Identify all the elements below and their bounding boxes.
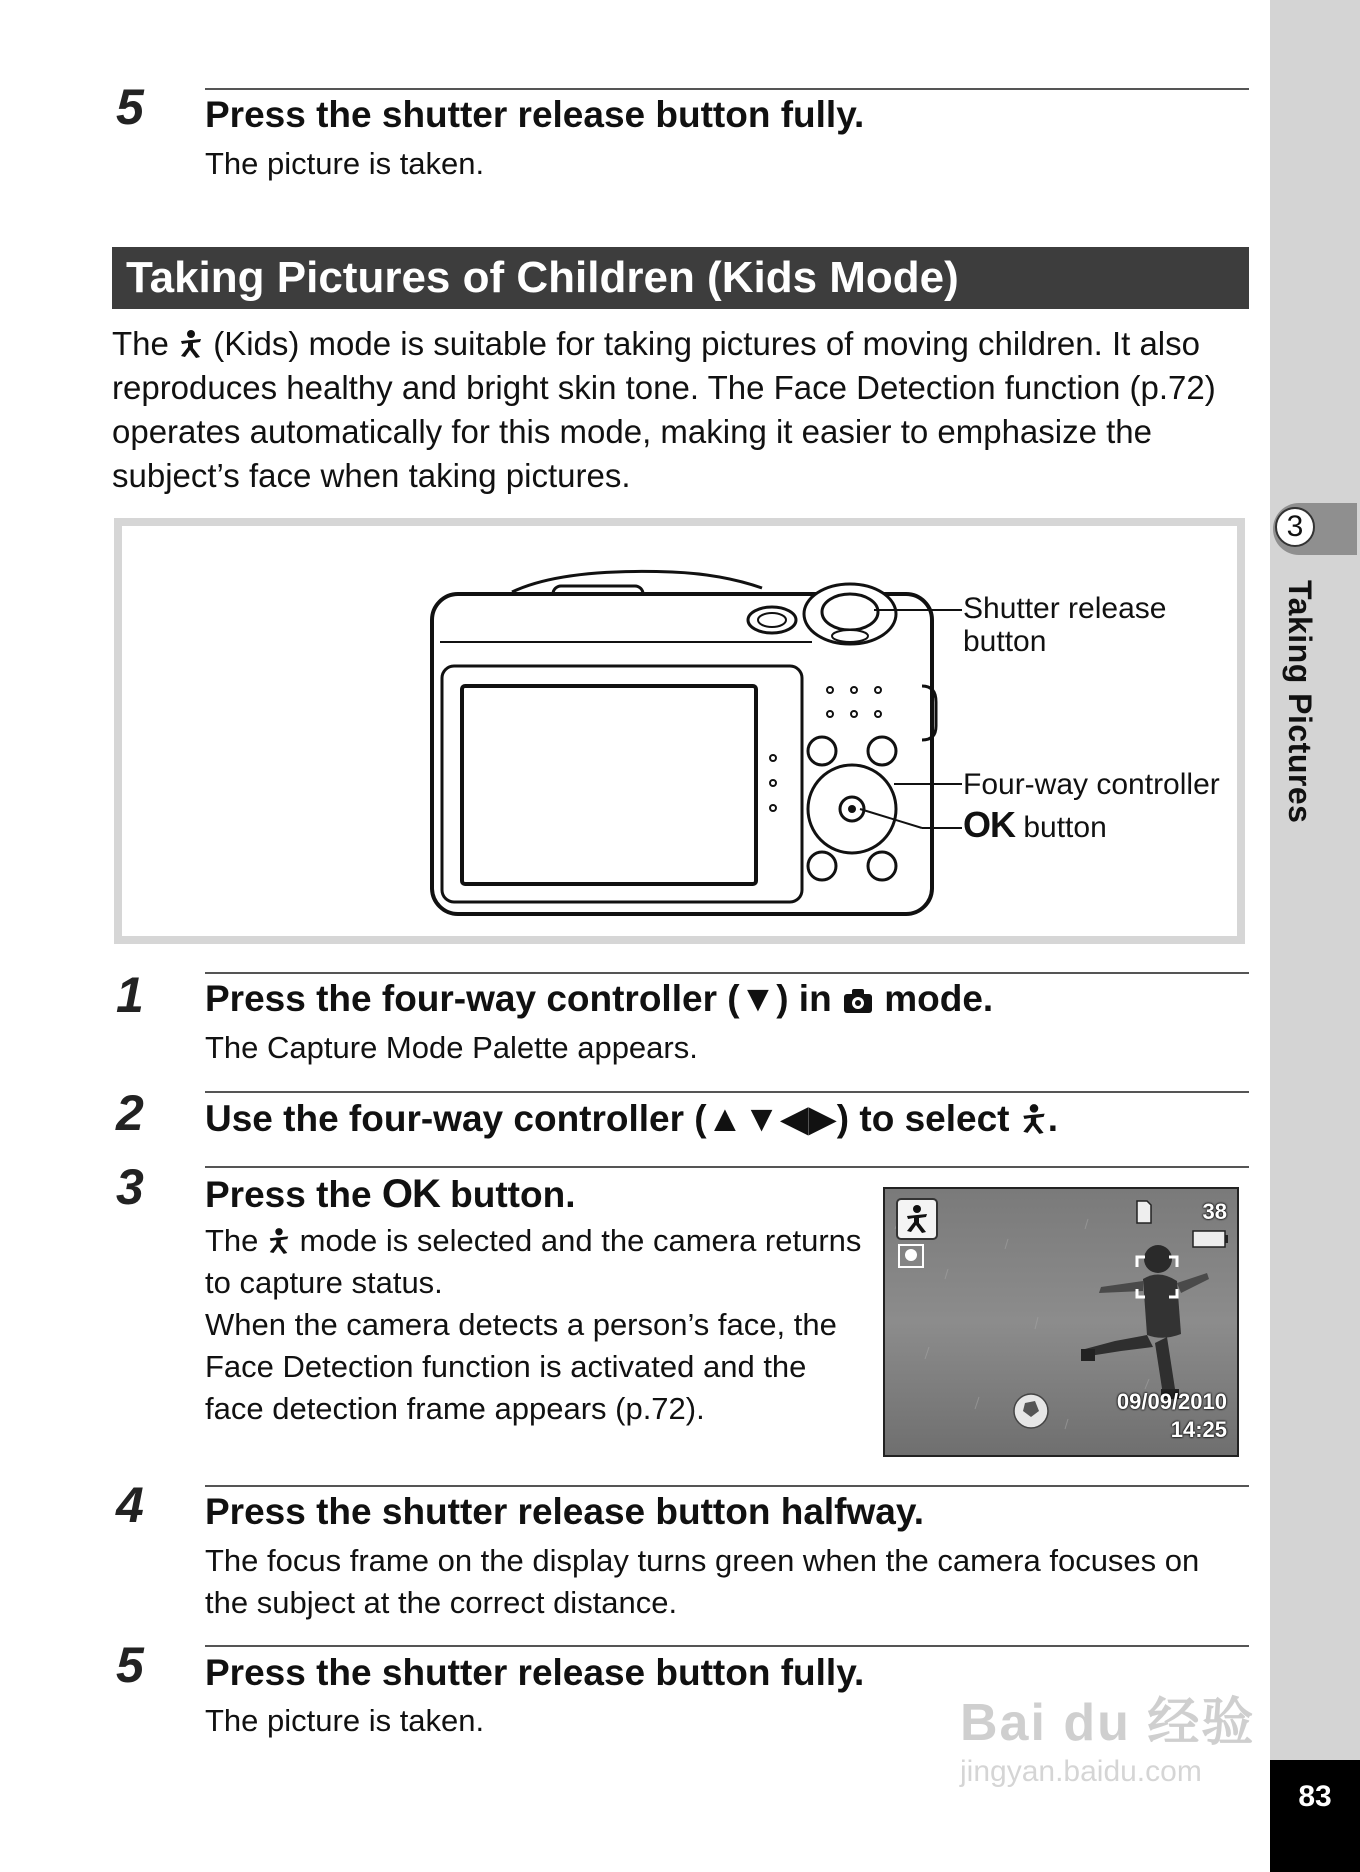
soccer-kid-photo: [885, 1189, 1237, 1455]
camera-mode-icon: [842, 987, 874, 1015]
step-divider: [205, 1645, 1249, 1647]
step-number: 4: [116, 1477, 144, 1533]
camera-back-illustration: [122, 526, 1237, 936]
intro-text-a: The: [112, 325, 169, 362]
shots-remaining: 38: [1202, 1199, 1227, 1224]
photo-time: 14:25: [1170, 1417, 1227, 1442]
step-body: The Capture Mode Palette appears.: [205, 1030, 698, 1065]
step-title-text-a: Press the: [205, 1174, 372, 1215]
battery-icon: [1193, 1231, 1228, 1247]
step-title: Press the shutter release button fully.: [205, 94, 865, 135]
chapter-number: 3: [1275, 507, 1315, 547]
step-body-text-b: mode is selected and the camera returns to capture status.: [205, 1223, 862, 1300]
step-body: The focus frame on the display turns green when the camera focuses on the subject at the correct distance.: [205, 1543, 1200, 1620]
step-title: [205, 1097, 1058, 1140]
step-title-text-a: Use the four-way controller (▲▼◀▶) to select: [205, 1098, 1010, 1139]
lcd-display-photo: [883, 1187, 1239, 1457]
callout-shutter-release: [963, 592, 1166, 658]
step-body: The picture is taken.: [205, 1703, 485, 1738]
chapter-label: Taking Pictures: [1282, 580, 1318, 824]
intro-paragraph: [112, 322, 1252, 498]
step-number: 5: [116, 79, 144, 135]
step-title: [205, 1172, 575, 1217]
intro-text-b: (Kids) mode is suitable for taking pictures of moving children. It also reproduces healthy and bright skin tone. The Face Detection function (p.72) operates automatically for this mode, making it easier to emphasize the subject’s face when taking pictures.: [112, 325, 1216, 494]
step-title: Press the shutter release button halfway.: [205, 1491, 924, 1532]
card-icon: [1137, 1201, 1151, 1223]
step-title: Press the shutter release button fully.: [205, 1652, 865, 1693]
step-number: 3: [116, 1159, 144, 1215]
chapter-sidebar: [1270, 0, 1360, 1760]
section-heading: Taking Pictures of Children (Kids Mode): [112, 247, 1249, 309]
step-title-text-a: Press the four-way controller (▼) in: [205, 978, 832, 1019]
callout-shutter-line2: button: [963, 625, 1047, 658]
step-title-text-b: button.: [450, 1174, 576, 1215]
kids-mode-icon: [178, 329, 204, 359]
step-number: 2: [116, 1085, 144, 1141]
step-number: 5: [116, 1637, 144, 1693]
ok-label: OK: [963, 804, 1015, 845]
step-body-text-a: The: [205, 1223, 259, 1258]
callout-shutter-line1: Shutter release: [963, 592, 1167, 625]
step-divider: [205, 88, 1249, 90]
callout-ok-button: [963, 804, 1107, 845]
step-divider: [205, 972, 1249, 974]
photo-date: 09/09/2010: [1116, 1389, 1227, 1414]
page-number: 83: [1270, 1760, 1360, 1872]
kids-mode-icon: [1020, 1103, 1048, 1135]
callout-four-way-controller: Four-way controller: [963, 768, 1220, 801]
chapter-tab: [1273, 503, 1357, 555]
step-divider: [205, 1485, 1249, 1487]
step-divider: [205, 1091, 1249, 1093]
step-body-text-c: When the camera detects a person’s face, the Face Detection function is activated and the face detection frame appears (p.72).: [205, 1307, 837, 1426]
watermark-line2: jingyan.baidu.com: [960, 1755, 1202, 1788]
kids-mode-icon: [267, 1227, 291, 1255]
watermark-line1: Bai du 经验: [960, 1694, 1256, 1752]
baidu-watermark: [960, 1680, 1280, 1830]
step-body: The picture is taken.: [205, 146, 485, 181]
step-divider: [205, 1166, 1249, 1168]
ok-label: OK: [381, 1172, 440, 1216]
camera-figure: [114, 518, 1245, 944]
step-title-text-b: mode.: [884, 978, 994, 1019]
step-title-text-b: .: [1047, 1098, 1059, 1139]
ok-button-label: button: [1023, 811, 1107, 844]
step-body: [205, 1220, 865, 1430]
step-title: [205, 978, 993, 1020]
step-number: 1: [116, 967, 144, 1023]
